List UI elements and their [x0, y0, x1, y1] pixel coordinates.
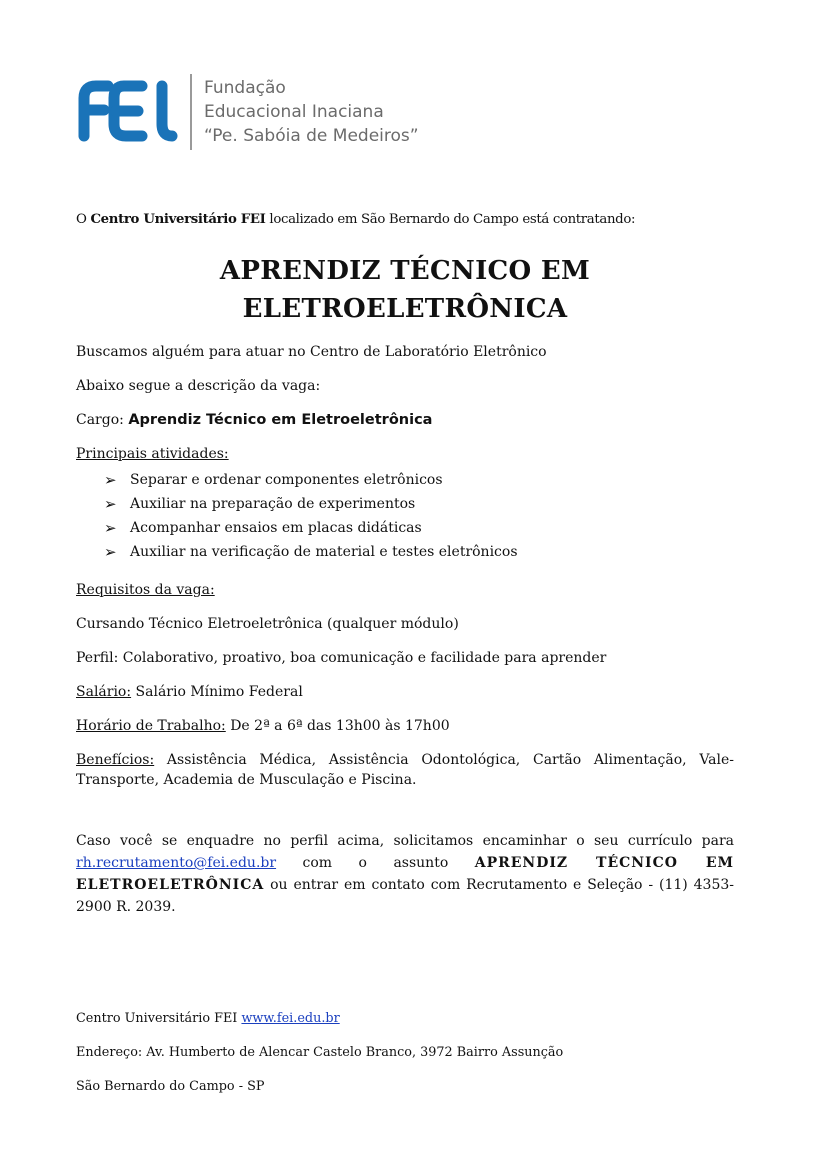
footer-address: Endereço: Av. Humberto de Alencar Castelo Branco, 3972 Bairro Assunção [76, 1045, 564, 1060]
job-title-line1: APRENDIZ TÉCNICO EM [219, 256, 591, 286]
salary-label: Salário: [76, 684, 132, 700]
intro-institution: Centro Universitário FEI [90, 212, 266, 227]
profile-line: Perfil: Colaborativo, proativo, boa comunicação e facilidade para aprender [76, 650, 607, 666]
salary-line [76, 682, 734, 702]
intro-suffix: localizado em São Bernardo do Campo está contratando: [265, 212, 636, 227]
footer-city: São Bernardo do Campo - SP [76, 1079, 265, 1094]
fei-logo-icon [74, 72, 184, 148]
contact-text3: ou entrar em contato com Recrutamento e Seleção - (11) 4353-2900 R. 2039. [76, 877, 734, 915]
org-name [204, 76, 419, 148]
intro-prefix: O [76, 212, 91, 227]
benefits-label: Benefícios: [76, 752, 155, 768]
org-name-line1: Fundação [204, 78, 286, 98]
fei-logo [74, 72, 454, 152]
org-name-line3: “Pe. Sabóia de Medeiros” [204, 126, 419, 146]
footer [76, 1010, 563, 1112]
benefits-line [76, 750, 734, 790]
contact-subject: APRENDIZ TÉCNICO EM ELETROELETRÔNICA [76, 855, 735, 893]
cargo-label: Cargo: [76, 412, 129, 428]
logo-divider [190, 74, 192, 150]
hours-value: De 2ª a 6ª das 13h00 às 17h00 [225, 718, 450, 734]
website-link[interactable]: www.fei.edu.br [241, 1011, 340, 1026]
list-item: ➢ Separar e ordenar componentes eletrônicos [104, 468, 734, 492]
contact-text1: Caso você se enquadre no perfil acima, solicitamos encaminhar o seu currículo para [76, 833, 734, 849]
org-name-line2: Educacional Inaciana [204, 102, 384, 122]
activities-list [76, 468, 734, 564]
list-item: ➢ Acompanhar ensaios em placas didáticas [104, 516, 734, 540]
footer-institution [76, 1010, 563, 1044]
contact-paragraph [76, 830, 734, 918]
intro-line [76, 210, 734, 230]
hours-label: Horário de Trabalho: [76, 718, 226, 734]
cargo-value: Aprendiz Técnico em Eletroeletrônica [128, 412, 433, 428]
job-title [76, 252, 734, 328]
salary-value: Salário Mínimo Federal [131, 684, 303, 700]
contact-text2: com o assunto [276, 855, 475, 871]
requirement-course: Cursando Técnico Eletroeletrônica (qualquer módulo) [76, 616, 459, 632]
main-content [76, 210, 734, 932]
activities-heading: Principais atividades: [76, 446, 229, 462]
hours-line [76, 716, 734, 736]
description-intro: Abaixo segue a descrição da vaga: [76, 378, 321, 394]
list-item: ➢ Auxiliar na verificação de material e testes eletrônicos [104, 540, 734, 564]
footer-institution-text: Centro Universitário FEI [76, 1011, 242, 1026]
requirements-heading: Requisitos da vaga: [76, 582, 215, 598]
list-item: ➢ Auxiliar na preparação de experimentos [104, 492, 734, 516]
contact-email-link[interactable]: rh.recrutamento@fei.edu.br [76, 855, 277, 871]
search-text: Buscamos alguém para atuar no Centro de Laboratório Eletrônico [76, 344, 547, 360]
cargo-line [76, 410, 734, 430]
job-title-line2: ELETROELETRÔNICA [242, 294, 568, 324]
benefits-value: Assistência Médica, Assistência Odontológica, Cartão Alimentação, Vale-Transporte, Academia de Musculação e Piscina. [76, 752, 734, 788]
